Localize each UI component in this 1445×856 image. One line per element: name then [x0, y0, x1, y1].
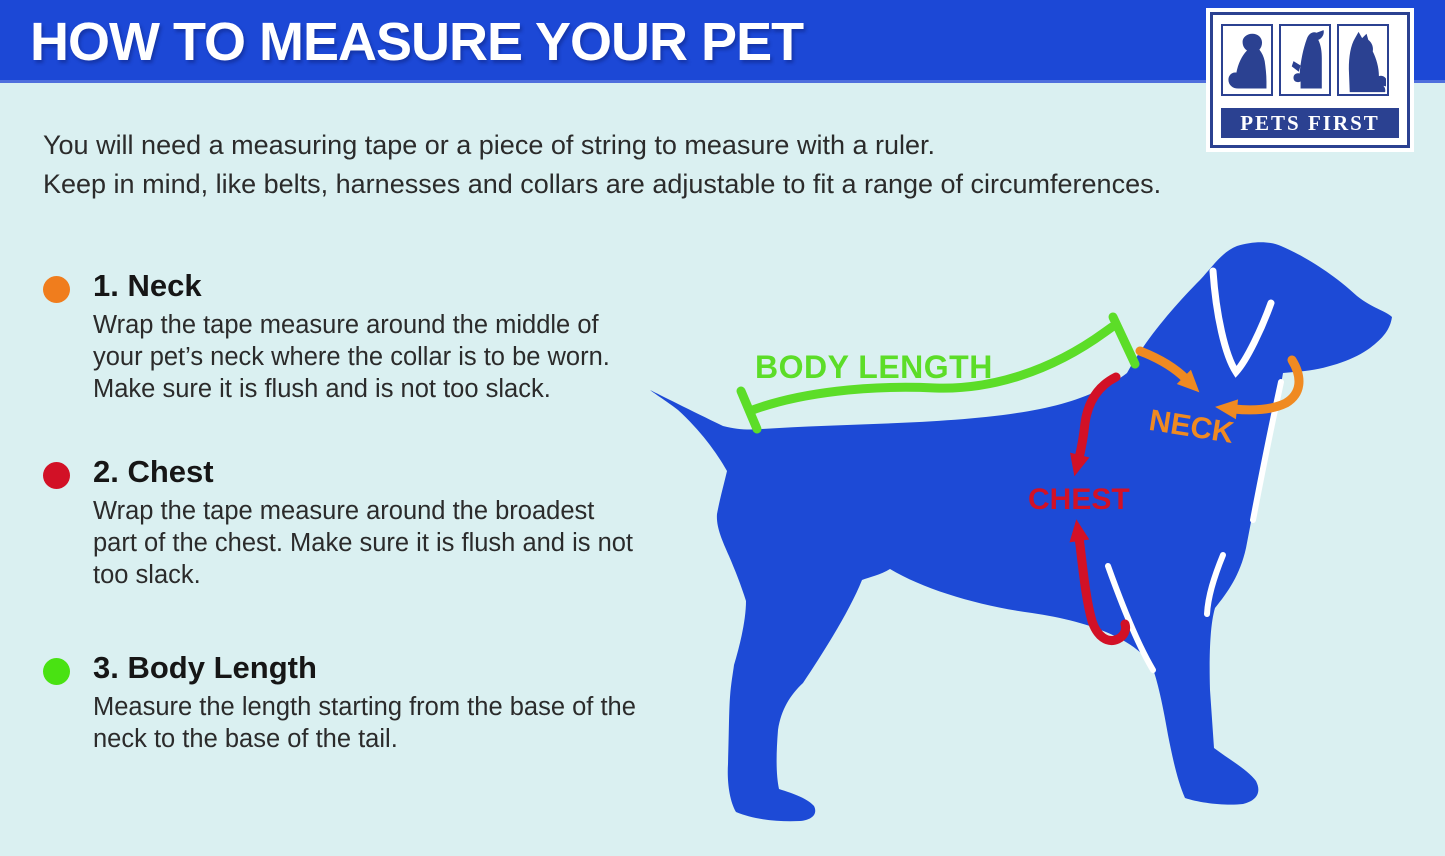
chest-bullet-dot — [43, 462, 70, 489]
logo-frame-2 — [1279, 24, 1331, 96]
dog-measurement-diagram — [645, 226, 1445, 856]
dog-silhouette — [650, 242, 1392, 821]
logo-brand-text: PETS FIRST — [1221, 108, 1399, 138]
step-body-length-title: 3. Body Length — [93, 650, 317, 685]
logo-dog-shepherd-icon — [1340, 30, 1386, 94]
logo-dog-sitting-icon — [1224, 30, 1270, 94]
chest-label: CHEST — [1028, 483, 1130, 516]
neck-bullet-dot — [43, 276, 70, 303]
step-chest-body: Wrap the tape measure around the broadest part of the chest. Make sure it is flush and is not too slack. — [93, 497, 634, 589]
logo-frame-1 — [1221, 24, 1273, 96]
step-body-length-body: Measure the length starting from the base of the neck to the base of the tail. — [93, 693, 636, 753]
intro-line-1: You will need a measuring tape or a piece of string to measure with a ruler. — [43, 130, 936, 160]
step-chest-title: 2. Chest — [93, 454, 214, 489]
body-length-bullet-dot — [43, 658, 70, 685]
page-title: HOW TO MEASURE YOUR PET — [30, 12, 804, 72]
logo-dog-frames — [1221, 24, 1389, 96]
intro-line-2: Keep in mind, like belts, harnesses and collars are adjustable to fit a range of circumferences. — [43, 169, 1162, 199]
step-neck-body: Wrap the tape measure around the middle of your pet’s neck where the collar is to be worn. Make sure it is flush and is not too slack. — [93, 311, 610, 403]
body-length-tick-neck — [1113, 317, 1135, 364]
logo-frame-3 — [1337, 24, 1389, 96]
pets-first-logo — [1210, 12, 1410, 148]
step-neck — [43, 268, 610, 405]
step-neck-title: 1. Neck — [93, 268, 202, 303]
step-body-length — [43, 650, 636, 755]
step-chest — [43, 454, 633, 591]
logo-dog-howling-icon — [1282, 30, 1328, 94]
neck-label: NECK — [1146, 404, 1236, 450]
body-length-label: BODY LENGTH — [755, 349, 993, 385]
intro-text — [43, 126, 1161, 204]
